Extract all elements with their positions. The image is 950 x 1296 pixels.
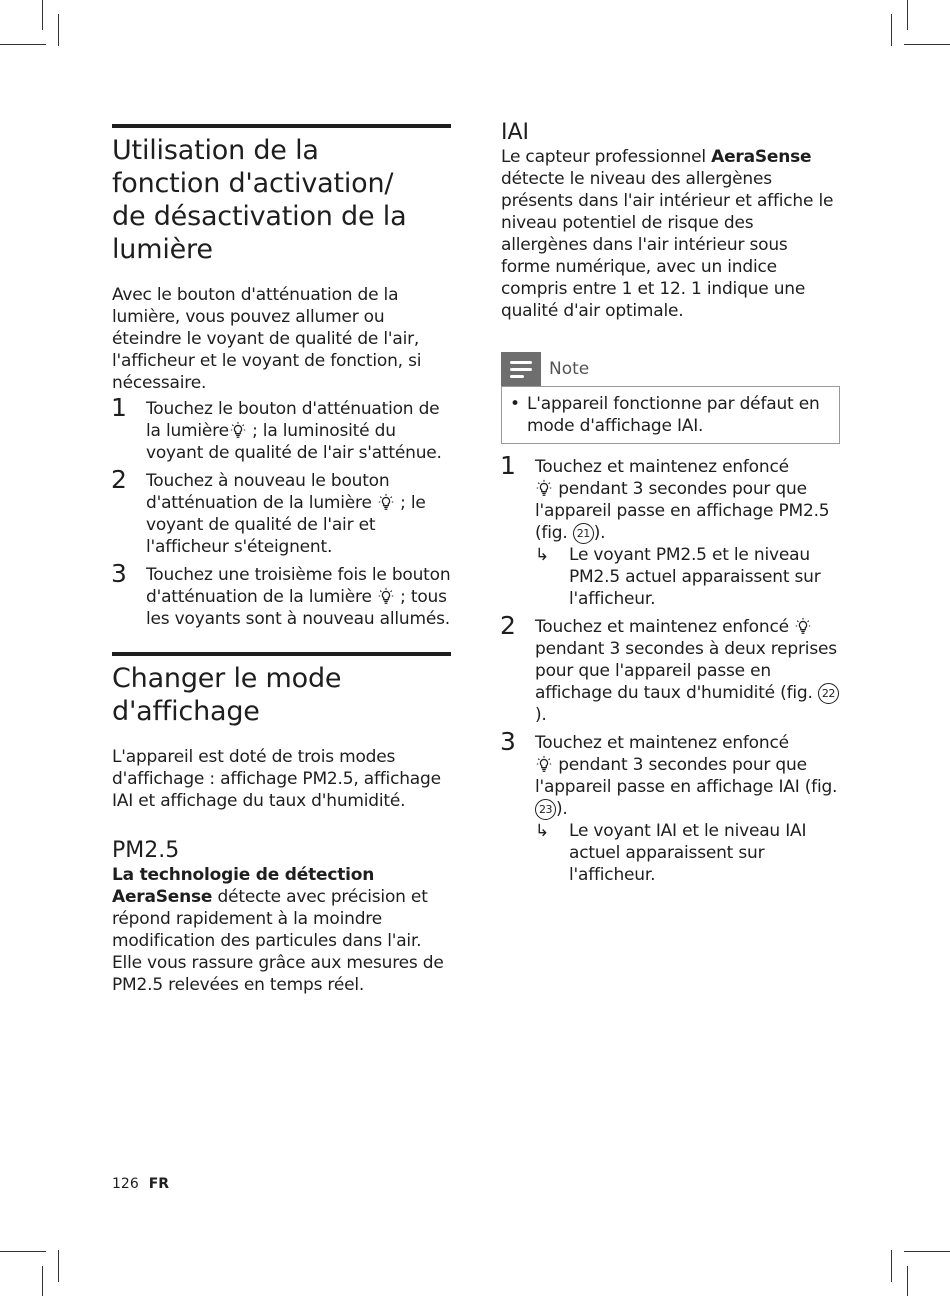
note-box: • L'appareil fonctionne par défaut en mode d'affichage IAI. <box>501 386 840 444</box>
result-arrow-icon: ↳ <box>535 821 550 841</box>
result-arrow-icon: ↳ <box>535 545 550 565</box>
crop-mark <box>42 1266 43 1296</box>
light-bulb-icon <box>535 479 553 497</box>
language-code: FR <box>148 1176 170 1192</box>
iai-title: IAI <box>501 120 530 145</box>
iai-step-3-result: ↳ Le voyant IAI et le niveau IAI actuel apparaissent sur l'afficheur. <box>535 821 807 885</box>
note-icon <box>501 352 541 386</box>
crop-mark <box>891 1250 892 1282</box>
light-intro: Avec le bouton d'atténuation de la lumière, vous pouvez allumer ou éteindre le voyant de qualité de l'air, l'afficheur et le voyant de fonction, si nécessaire. <box>112 285 422 393</box>
iai-step-3: 3 Touchez et maintenez enfoncé pendant 3 secondes pour que l'appareil passe en affichage IAI (fig. 23 ). <box>500 727 838 819</box>
light-steps <box>111 393 452 630</box>
crop-mark <box>891 14 892 46</box>
figure-ref: 23 <box>535 799 556 820</box>
light-bulb-icon <box>377 493 395 511</box>
note-text: L'appareil fonctionne par défaut en mode d'affichage IAI. <box>527 394 820 436</box>
iai-step-1-result: ↳ Le voyant PM2.5 et le niveau PM2.5 actuel apparaissent sur l'afficheur. <box>535 545 821 609</box>
light-bulb-icon <box>229 421 247 439</box>
section-title-display: Changer le mode d'affichage <box>112 663 342 727</box>
note-header <box>501 352 841 386</box>
light-bulb-icon <box>794 617 812 635</box>
section-rule <box>112 124 451 128</box>
figure-ref: 21 <box>573 523 594 544</box>
crop-mark <box>904 1251 950 1252</box>
crop-mark <box>907 1266 908 1296</box>
left-column <box>112 124 452 996</box>
light-bulb-icon <box>377 587 395 605</box>
pm25-title: PM2.5 <box>112 838 180 863</box>
crop-mark <box>0 44 46 45</box>
page-footer <box>112 1176 169 1192</box>
crop-mark <box>0 1251 46 1252</box>
crop-mark <box>907 0 908 30</box>
light-bulb-icon <box>535 755 553 773</box>
iai-step-1: 1 Touchez et maintenez enfoncé pendant 3 secondes pour que l'appareil passe en affichage PM2.5 (fig. 21 ). <box>500 451 830 543</box>
iai-text: Le capteur professionnel AeraSense détecte le niveau des allergènes présents dans l'air intérieur et affiche le niveau potentiel de risque des allergènes dans l'air intérieur sous forme numérique, avec un indice compris entre 1 et 12. 1 indique une qualité d'air optimale. <box>501 147 834 321</box>
pm25-text: La technologie de détection AeraSense détecte avec précision et répond rapidement à la moindre modification des particules dans l'air. Elle vous rassure grâce aux mesures de PM2.5 relevées en temps réel. <box>112 865 444 995</box>
light-step-2: 2 Touchez à nouveau le bouton d'atténuation de la lumière ; le voyant de qualité de l'air et l'afficheur s'éteignent. <box>111 465 426 557</box>
display-intro: L'appareil est doté de trois modes d'affichage : affichage PM2.5, affichage IAI et affichage du taux d'humidité. <box>112 747 441 811</box>
crop-mark <box>58 1250 59 1282</box>
section-rule <box>112 652 451 656</box>
crop-mark <box>58 14 59 46</box>
iai-steps <box>500 451 841 886</box>
right-column <box>501 120 841 886</box>
iai-step-2: 2 Touchez et maintenez enfoncé pendant 3 secondes à deux reprises pour que l'appareil passe en affichage du taux d'humidité (fig. 22). <box>500 611 837 725</box>
page-number: 126 <box>112 1176 139 1192</box>
figure-ref: 22 <box>818 683 839 704</box>
crop-mark <box>904 44 950 45</box>
note-label: Note <box>549 359 590 379</box>
light-step-3: 3 Touchez une troisième fois le bouton d'atténuation de la lumière ; tous les voyants sont à nouveau allumés. <box>111 559 451 629</box>
crop-mark <box>42 0 43 30</box>
section-title-light: Utilisation de la fonction d'activation/ de désactivation de la lumière <box>112 135 407 265</box>
light-step-1: 1 Touchez le bouton d'atténuation de la lumière ; la luminosité du voyant de qualité de l'air s'atténue. <box>111 393 442 463</box>
